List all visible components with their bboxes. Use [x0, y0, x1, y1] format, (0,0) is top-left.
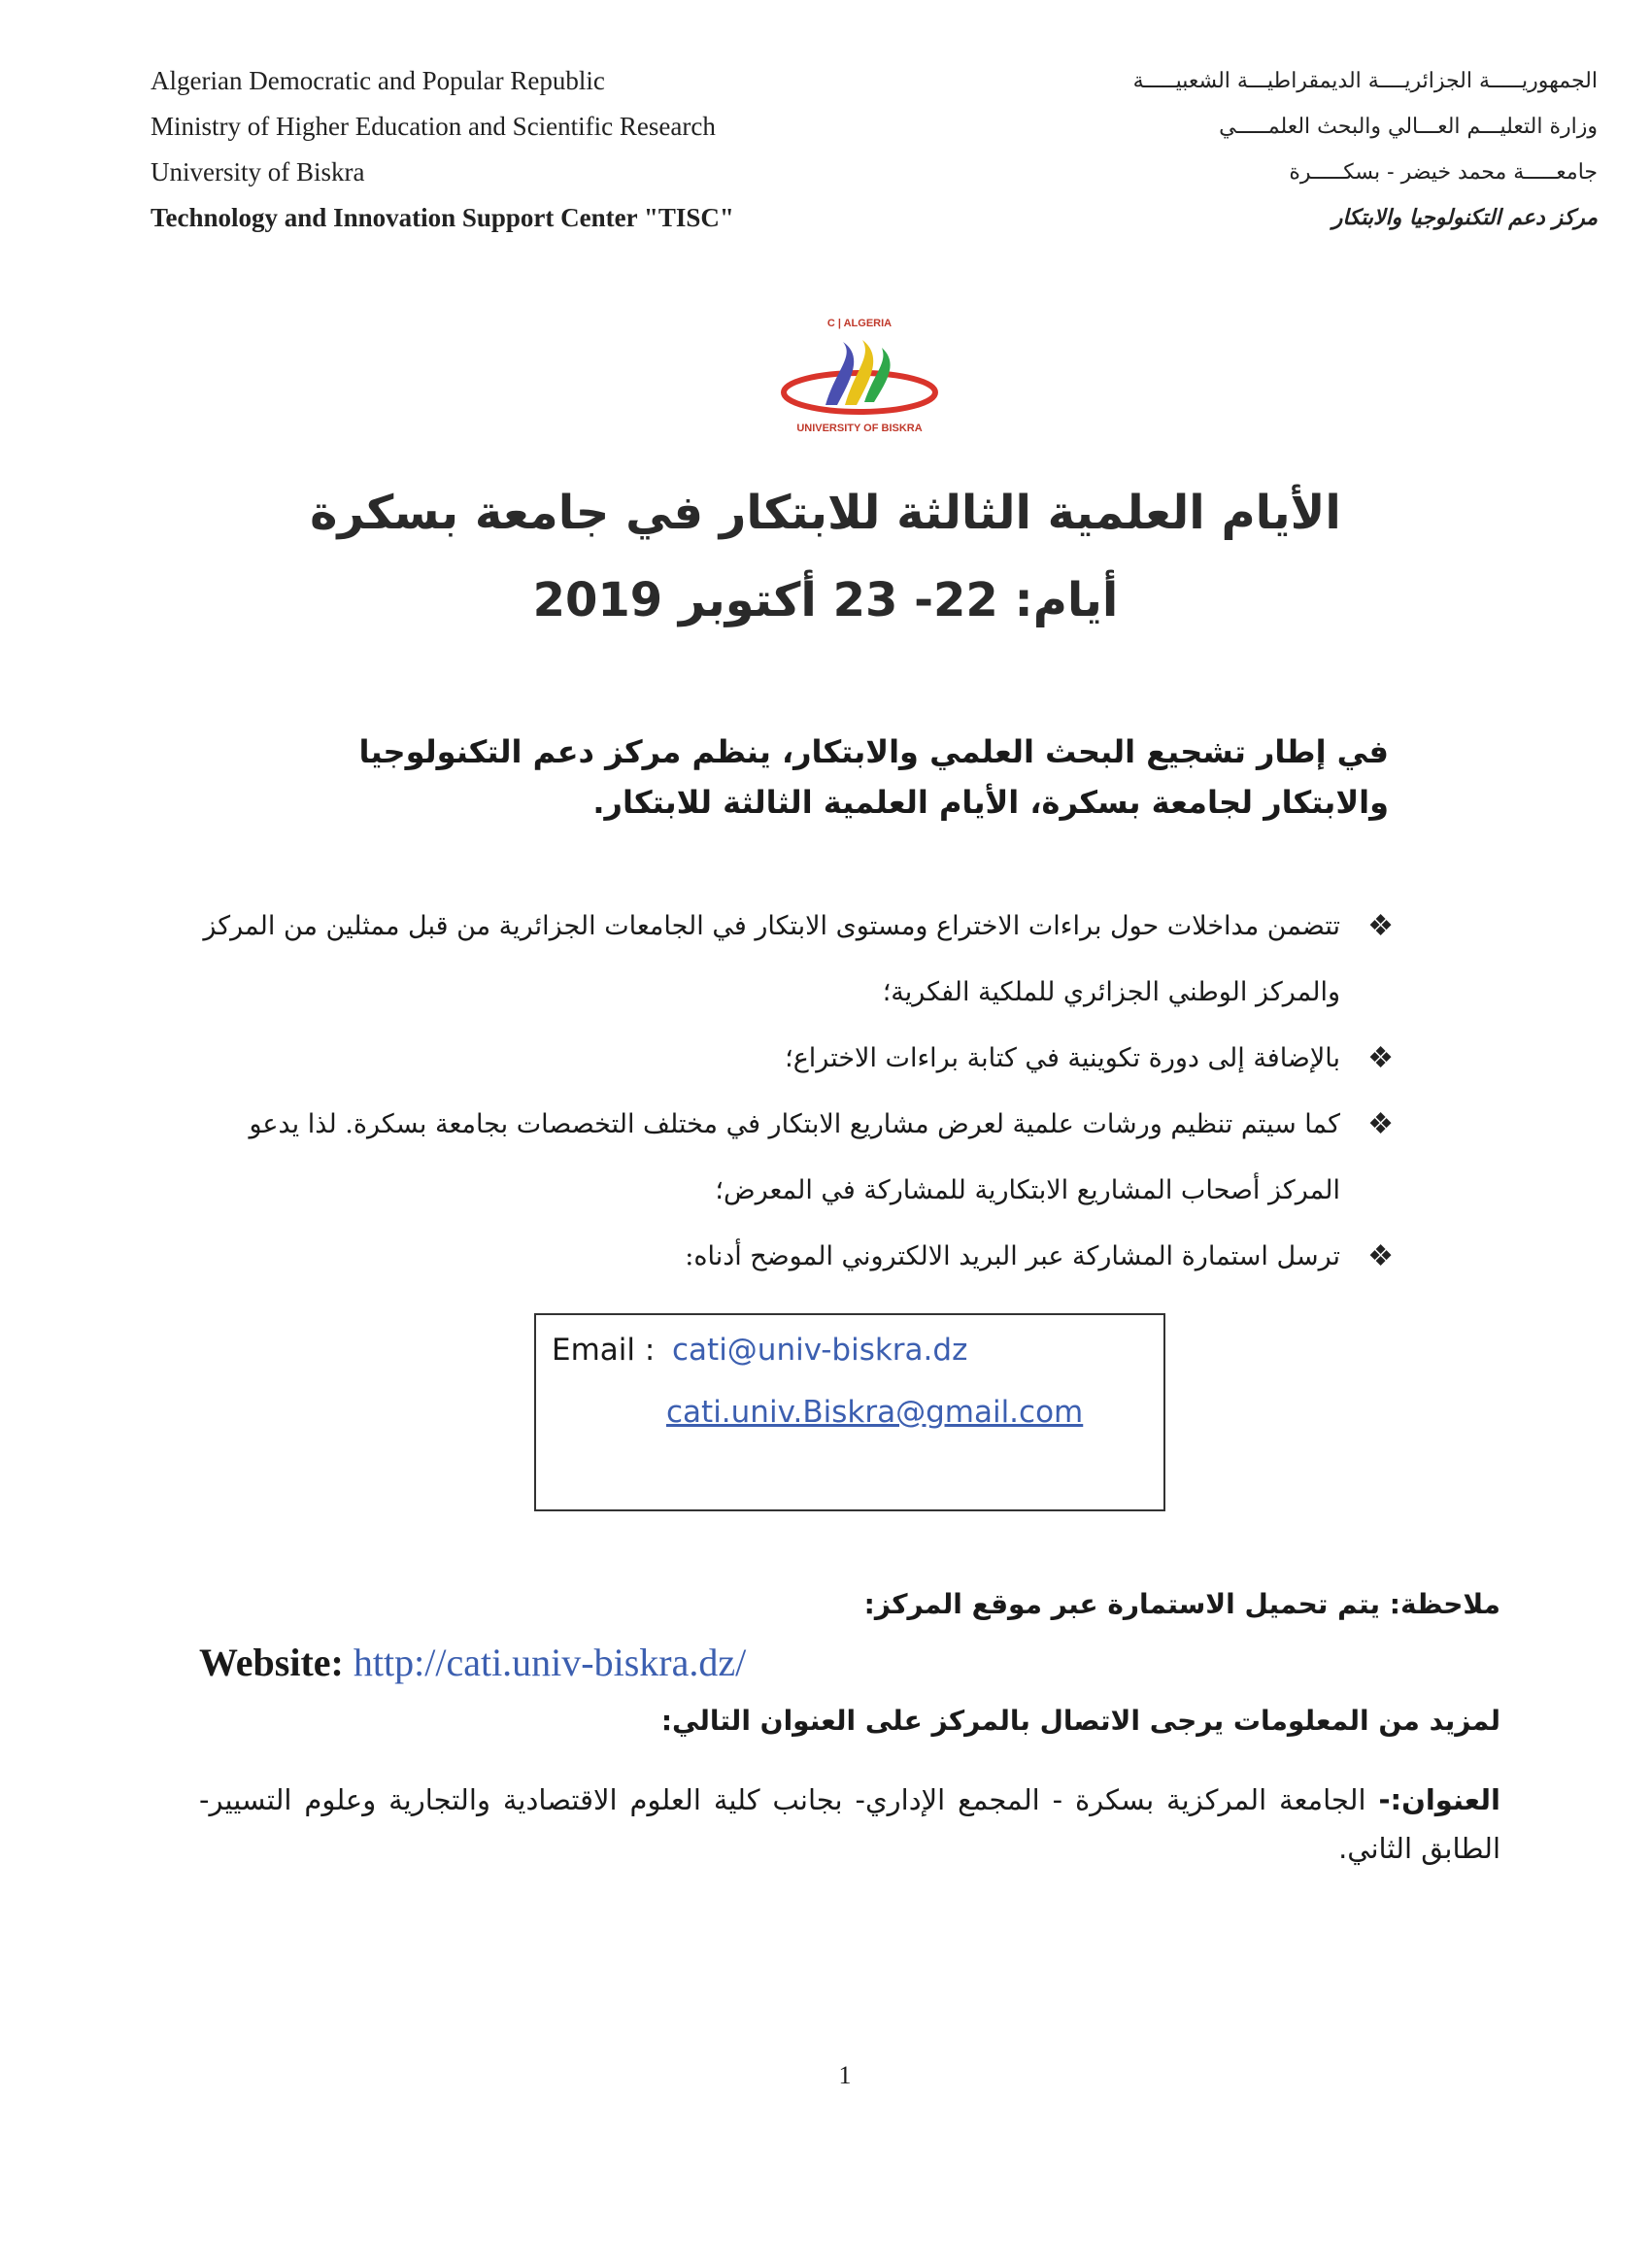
logo-top-text: C | ALGERIA — [826, 318, 893, 329]
university-logo — [758, 313, 961, 439]
four-diamond-icon: ❖ — [1367, 1107, 1394, 1141]
header-en-university: University of Biskra — [151, 157, 365, 186]
header-en-center: Technology and Innovation Support Center "TISC" — [151, 203, 734, 232]
bullet-item: ❖ بالإضافة إلى دورة تكوينية في كتابة براءات الاختراع؛ — [199, 1026, 1394, 1092]
four-diamond-icon: ❖ — [1367, 1239, 1394, 1273]
email-link-gmail[interactable]: cati.univ.Biskra@gmail.com — [666, 1395, 1084, 1430]
four-diamond-icon: ❖ — [1367, 909, 1394, 943]
website-line: Website: http://cati.univ-biskra.dz/ — [199, 1641, 747, 1684]
event-title: الأيام العلمية الثالثة للابتكار في جامعة بسكرة — [310, 486, 1341, 540]
bullet-item: ❖ كما سيتم تنظيم ورشات علمية لعرض مشاريع الابتكار في مختلف التخصصات بجامعة بسكرة. لذا يدعو المركز أصحاب المشاريع الابتكارية للمشاركة في المعرض؛ — [199, 1092, 1394, 1224]
header-en-country: Algerian Democratic and Popular Republic — [151, 66, 605, 95]
header-ar-country: الجمهوريـــــة الجزائريــــة الديمقراطيـــة الشعبيـــــة — [1132, 69, 1598, 93]
email-link-primary[interactable]: cati@univ-biskra.dz — [672, 1333, 968, 1368]
website-label: Website — [199, 1641, 331, 1684]
header-arabic — [1054, 58, 1598, 241]
bullet-item: ❖ ترسل استمارة المشاركة عبر البريد الالكتروني الموضح أدناه: — [199, 1224, 1394, 1290]
logo-bottom-text: UNIVERSITY OF BISKRA — [796, 423, 923, 434]
address-paragraph — [199, 1776, 1500, 1873]
bullet-list — [199, 894, 1394, 1290]
header-ar-university: جامعـــــة محمد خيضر - بسكـــــرة — [1289, 160, 1598, 185]
contact-info-heading: لمزيد من المعلومات يرجى الاتصال بالمركز على العنوان التالي: — [660, 1705, 1500, 1737]
download-note: ملاحظة: يتم تحميل الاستمارة عبر موقع المركز: — [863, 1588, 1500, 1620]
email-label: Email : — [552, 1333, 656, 1368]
event-dates: أيام: 22- 23 أكتوبر 2019 — [532, 573, 1119, 627]
email-box — [534, 1313, 1165, 1511]
four-diamond-icon: ❖ — [1367, 1041, 1394, 1075]
address-label: العنوان:- — [1378, 1783, 1500, 1816]
page-number: 1 — [838, 2061, 852, 2089]
bullet-item: ❖ تتضمن مداخلات حول براءات الاختراع ومستوى الابتكار في الجامعات الجزائرية من قبل ممثلين من المركز والمركز الوطني الجزائري للملكية الفكرية؛ — [199, 894, 1394, 1026]
header-ar-center: مركز دعم التكنولوجيا والابتكار — [1331, 205, 1598, 230]
intro-paragraph: في إطار تشجيع البحث العلمي والابتكار، ينظم مركز دعم التكنولوجيا والابتكار لجامعة بسكرة، الأيام العلمية الثالثة للابتكار. — [358, 733, 1389, 821]
header-en-ministry: Ministry of Higher Education and Scientific Research — [151, 112, 716, 141]
website-link[interactable]: http://cati.univ-biskra.dz/ — [353, 1641, 747, 1684]
address-text: الجامعة المركزية بسكرة - المجمع الإداري- بجانب كلية العلوم الاقتصادية والتجارية وعلوم التسيير- الطابق الثاني. — [199, 1783, 1500, 1865]
header-ar-ministry: وزارة التعليـــم العـــالي والبحث العلمـــــي — [1219, 115, 1598, 139]
header-english — [151, 58, 850, 241]
